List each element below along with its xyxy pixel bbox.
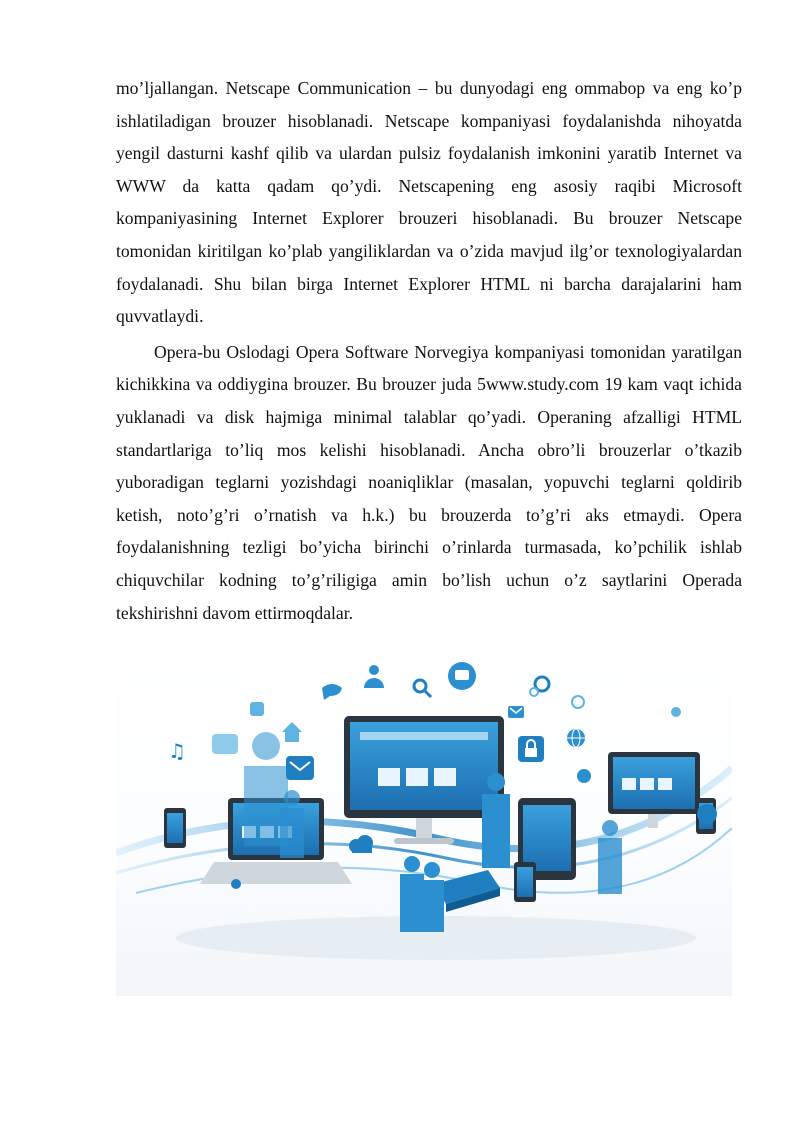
globe-icon xyxy=(567,729,585,747)
paragraph-opera: Opera-bu Oslodagi Opera Software Norvegiya kompaniyasi tomonidan yaratilgan kichikkina va oddiygina brouzer. Bu brouzer juda 5www.study.com 19 kam vaqt ichida yuklanadi va disk hajmiga minimal talablar qo’yadi. Operaning afzalligi HTML standartlariga to’liq mos kelishi hisoblanadi. Ancha obro’li brouzerlar o’tkazib yuboradigan teglarni yozishdagi noaniqliklar (masalan, yopuvchi teglarni qoldirib ketish, noto’g’ri o’rnatish va h.k.) bu brouzerda to’g’ri aks etmaydi. Opera foydalanishning tezligi bo’yicha birinchi o’rinlarda turmasada, ko’pchilik ishlab chiquvchilar kodning to’g’riligiga amin bo’lish uchun o’z saytlarini Operada tekshirishni davom ettirmoqdalar. xyxy=(116,341,742,623)
cloud-icon xyxy=(349,835,373,853)
search-icon xyxy=(414,680,431,697)
body-text xyxy=(116,72,742,629)
right-monitor xyxy=(608,752,700,828)
devices-network-illustration xyxy=(116,648,732,996)
paragraph-netscape-ie: mo’ljallangan. Netscape Communication – bu dunyodagi eng ommabop va eng ko’p ishlatiladigan brouzer hisoblanadi. Netscape kompaniyasi foydalanishda nihoyatda yengil dasturni kashf qilib va ulardan pulsiz foydalanish imkonini yaratib Internet va WWW da katta qadam qo’ydi. Netscapening eng asosiy raqibi Microsoft kompaniyasining Internet Explorer brouzeri hisoblanadi. Bu brouzer Netscape tomonidan kiritilgan ko’plab yangiliklardan va o’zida mavjud ilg’or texnologiyalardan foydalanadi. Shu bilan birga Internet Explorer HTML ni barcha darajalarini ham quvvatlaydi. xyxy=(116,78,742,327)
gear-icon xyxy=(530,677,549,696)
music-icon xyxy=(168,739,186,763)
svg-text:♫: ♫ xyxy=(168,739,186,763)
